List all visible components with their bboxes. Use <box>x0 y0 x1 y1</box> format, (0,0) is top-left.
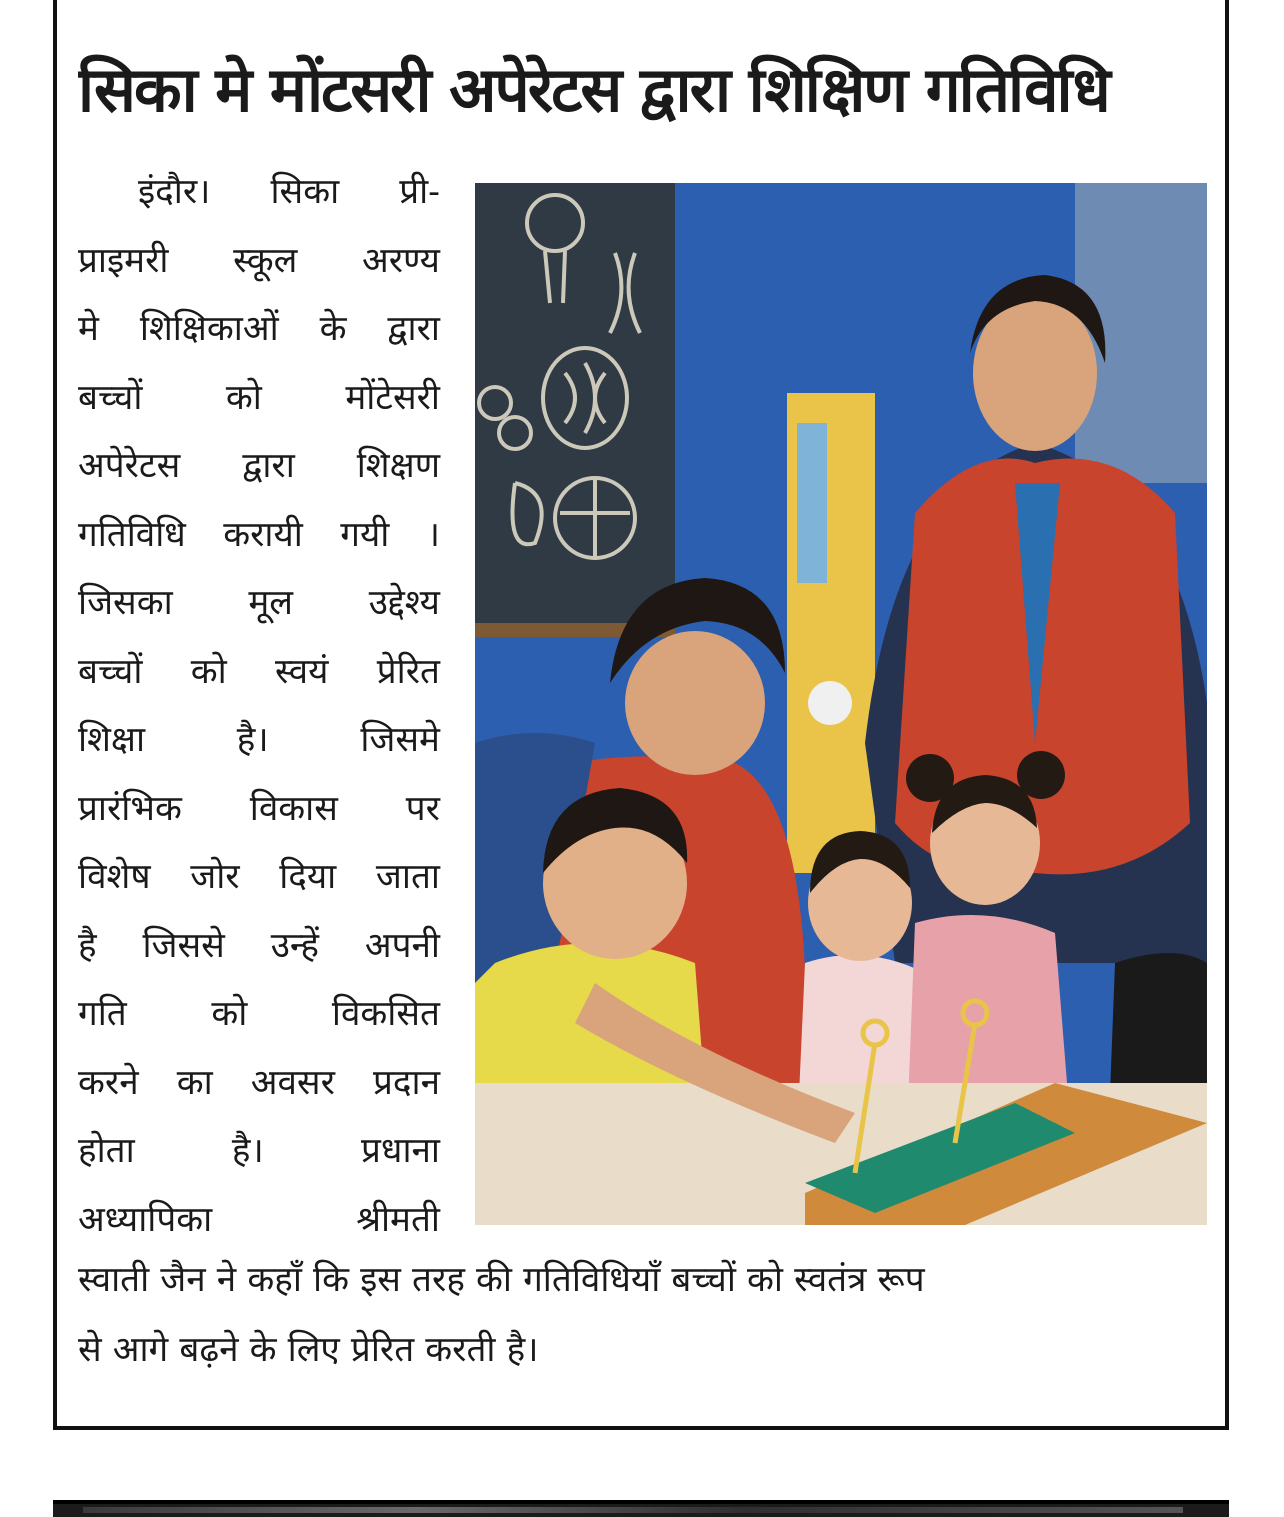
column-line <box>78 158 440 227</box>
word: का <box>176 1062 213 1103</box>
word: सिका <box>270 172 340 212</box>
next-article-photo-strip <box>83 1507 1183 1513</box>
word: मूल <box>248 583 293 623</box>
word: द्वारा <box>242 446 295 486</box>
column-line <box>78 843 440 912</box>
full-width-line: से आगे बढ़ने के लिए प्रेरित करती है। <box>78 1330 539 1370</box>
word: विकसित <box>331 994 440 1034</box>
word: मे <box>78 309 99 349</box>
word: दिया <box>279 857 337 897</box>
word: करने <box>78 1062 139 1103</box>
word: अरण्य <box>362 240 440 281</box>
word: प्रेरित <box>376 651 440 692</box>
word: है। <box>236 720 269 760</box>
next-article-edge <box>53 1500 1229 1517</box>
column-line <box>78 980 440 1049</box>
word: प्रदान <box>373 1062 440 1103</box>
word: है। <box>231 1131 264 1171</box>
word: जिसमे <box>360 720 440 760</box>
column-line <box>78 1117 440 1186</box>
word: जिसका <box>78 583 173 623</box>
word: । <box>426 514 440 555</box>
column-line <box>78 638 440 707</box>
column-line <box>78 569 440 638</box>
word: गति <box>78 994 127 1034</box>
word: उद्देश्य <box>368 583 440 623</box>
word: अवसर <box>250 1062 335 1103</box>
word: उन्हें <box>270 925 319 966</box>
column-line <box>78 1186 440 1255</box>
word: शिक्षण <box>356 446 440 486</box>
column-line <box>78 364 440 433</box>
classroom-photo-illustration <box>475 183 1207 1225</box>
word: गतिविधि <box>78 514 186 555</box>
word: बच्चों <box>78 651 143 692</box>
word: स्कूल <box>233 240 298 281</box>
word: पर <box>405 788 440 829</box>
word: अपनी <box>364 925 440 966</box>
word: प्राइमरी <box>78 240 169 281</box>
word: मोंटेसरी <box>345 377 440 418</box>
article-body-column <box>78 158 440 1254</box>
word: द्वारा <box>387 309 440 349</box>
word: के <box>319 309 347 349</box>
column-line <box>78 295 440 364</box>
word: श्रीमती <box>356 1199 440 1240</box>
full-width-line: स्वाती जैन ने कहाँ कि इस तरह की गतिविधियाँ बच्चों को स्वतंत्र रूप <box>78 1260 925 1300</box>
word: विकास <box>249 788 338 829</box>
word: जिससे <box>142 925 225 966</box>
word: जाता <box>375 857 440 897</box>
word: इंदौर। <box>138 172 211 212</box>
column-line <box>78 1049 440 1118</box>
word: शिक्षा <box>78 720 146 760</box>
word: बच्चों <box>78 377 143 418</box>
wall-chart-strip <box>797 423 827 583</box>
word: स्वयं <box>275 651 329 692</box>
word: गयी <box>340 514 390 555</box>
word: प्री- <box>399 172 440 212</box>
word: को <box>211 994 248 1034</box>
word: है <box>78 925 97 966</box>
article-body-full-width <box>78 1245 1206 1385</box>
word: जोर <box>190 857 240 897</box>
word: शिक्षिकाओं <box>139 309 279 349</box>
seated-teacher-face <box>625 631 765 775</box>
column-line <box>78 227 440 296</box>
word: होता <box>78 1131 135 1171</box>
word: विशेष <box>78 857 151 897</box>
headline: सिका मे मोंटसरी अपेरेटस द्वारा शिक्षिण गतिविधि <box>78 53 1109 126</box>
word: को <box>190 651 227 692</box>
wall-chart-sticker <box>808 681 852 725</box>
word: अपेरेटस <box>78 446 181 486</box>
column-line <box>78 775 440 844</box>
column-line <box>78 706 440 775</box>
word: प्रारंभिक <box>78 788 182 829</box>
word: को <box>225 377 262 418</box>
column-line <box>78 912 440 981</box>
column-line <box>78 501 440 570</box>
classroom-photo <box>475 183 1207 1225</box>
word: अध्यापिका <box>78 1199 213 1240</box>
word: करायी <box>223 514 303 555</box>
word: प्रधाना <box>361 1131 440 1171</box>
column-line <box>78 432 440 501</box>
